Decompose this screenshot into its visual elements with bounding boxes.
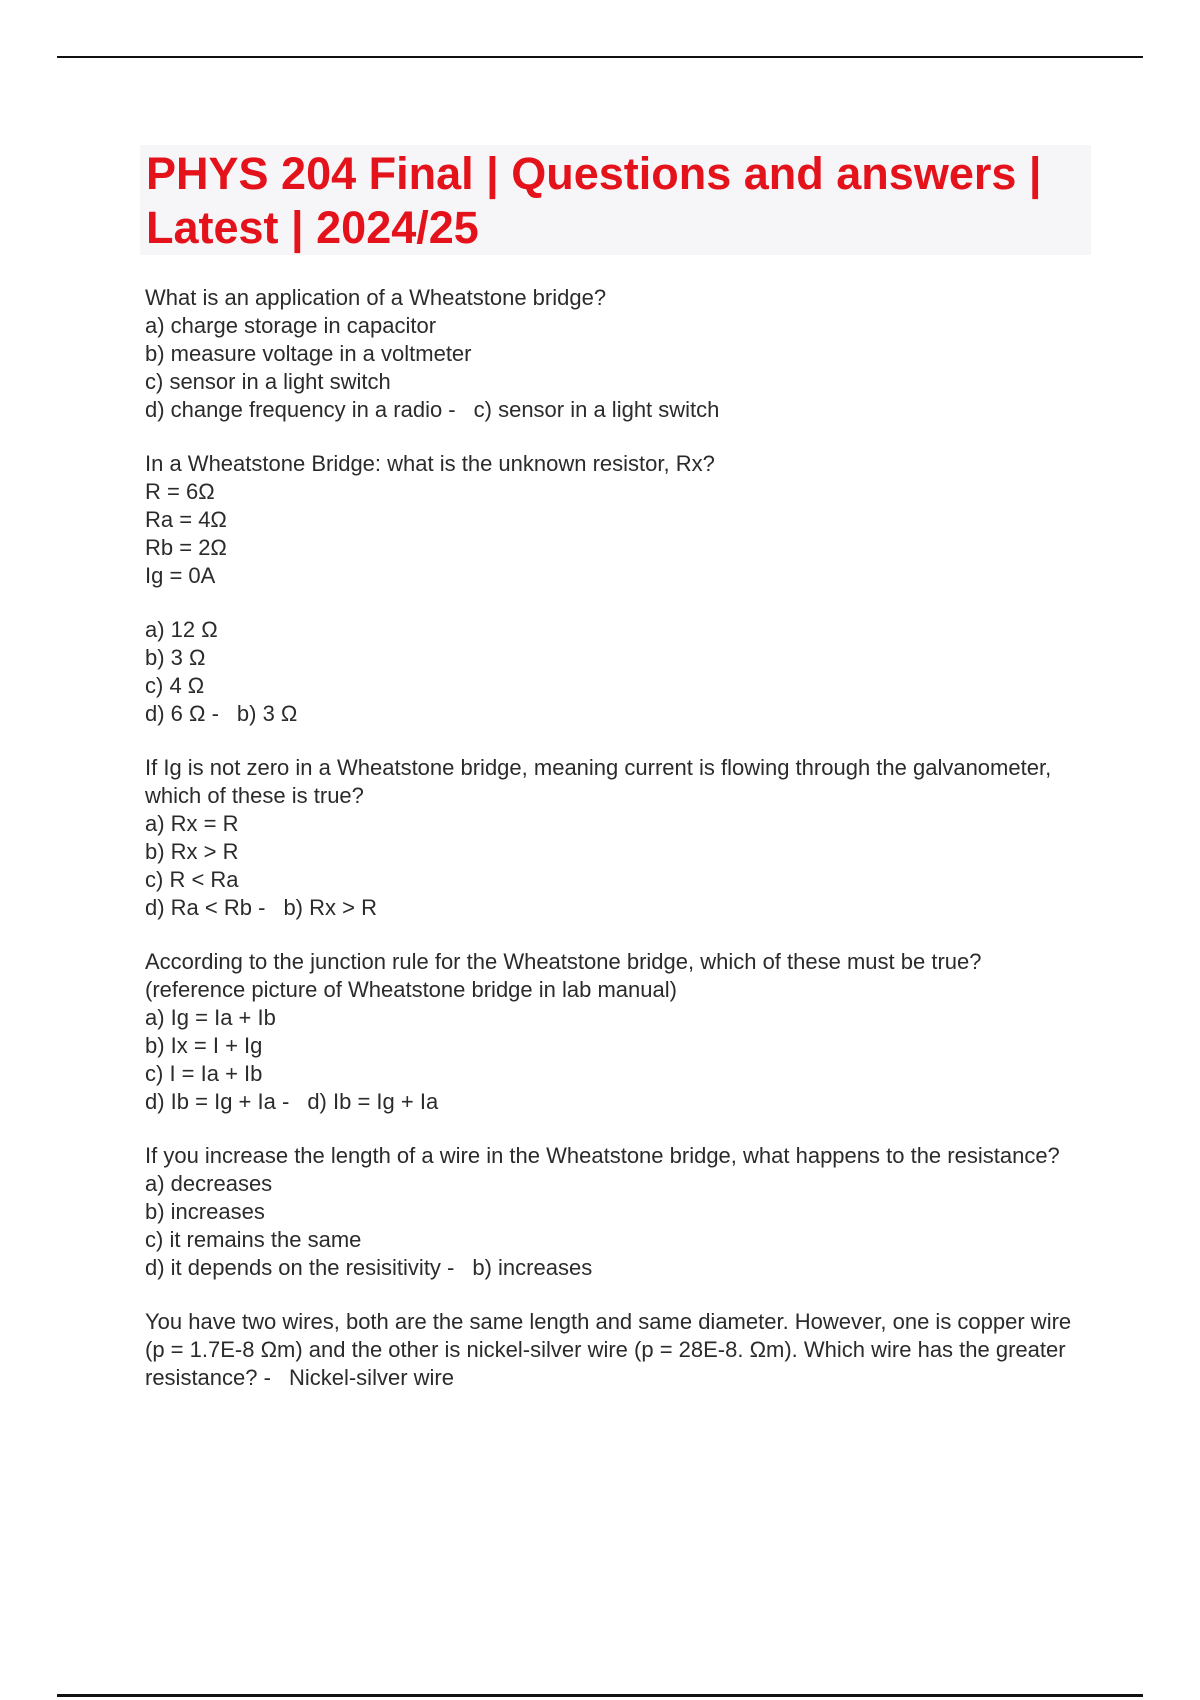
answer: d) Ib = Ig + Ia xyxy=(307,1089,439,1114)
option-d: d) Ra < Rb - xyxy=(145,895,266,920)
option-c: c) it remains the same xyxy=(145,1227,362,1252)
option-d: d) change frequency in a radio - xyxy=(145,397,456,422)
answer: b) 3 Ω xyxy=(236,701,298,726)
question-block xyxy=(145,1308,1080,1392)
option-b: b) 3 Ω xyxy=(145,645,206,670)
answer: b) increases xyxy=(472,1255,593,1280)
last-option-line xyxy=(145,894,1080,922)
bottom-rule xyxy=(57,1694,1143,1697)
qa-content xyxy=(145,284,1080,1418)
option-a: a) Rx = R xyxy=(145,811,239,836)
last-option-line xyxy=(145,1088,1080,1116)
option-b: b) increases xyxy=(145,1199,265,1224)
option-b: b) measure voltage in a voltmeter xyxy=(145,341,472,366)
question-stem: In a Wheatstone Bridge: what is the unknown resistor, Rx? xyxy=(145,451,715,476)
option-a: a) charge storage in capacitor xyxy=(145,313,437,338)
spacer xyxy=(145,590,1080,616)
last-option-line xyxy=(145,700,1080,728)
page-title: PHYS 204 Final | Questions and answers | Latest | 2024/25 xyxy=(146,148,1042,253)
option-c: c) R < Ra xyxy=(145,867,239,892)
last-option-line xyxy=(145,1254,1080,1282)
option-b: b) Rx > R xyxy=(145,839,239,864)
question-block xyxy=(145,754,1080,922)
option-b: b) Ix = I + Ig xyxy=(145,1033,263,1058)
question-block xyxy=(145,1142,1080,1282)
given-value: R = 6Ω xyxy=(145,479,215,504)
answer: Nickel-silver wire xyxy=(288,1365,454,1390)
option-c: c) sensor in a light switch xyxy=(145,369,391,394)
question-block xyxy=(145,284,1080,424)
question-block xyxy=(145,948,1080,1116)
top-rule xyxy=(57,56,1143,58)
given-value: Ra = 4Ω xyxy=(145,507,227,532)
option-a: a) decreases xyxy=(145,1171,273,1196)
last-option-line xyxy=(145,396,1080,424)
given-value: Rb = 2Ω xyxy=(145,535,227,560)
question-stem: If you increase the length of a wire in the Wheatstone bridge, what happens to the resistance? xyxy=(145,1143,1060,1168)
option-a: a) Ig = Ia + Ib xyxy=(145,1005,276,1030)
question-with-answer xyxy=(145,1308,1080,1392)
option-d: d) 6 Ω - xyxy=(145,701,219,726)
question-stem: What is an application of a Wheatstone bridge? xyxy=(145,285,607,310)
question-stem: If Ig is not zero in a Wheatstone bridge, meaning current is flowing through the galvanometer, which of these is true? xyxy=(145,755,1052,808)
question-block xyxy=(145,450,1080,728)
answer: c) sensor in a light switch xyxy=(473,397,720,422)
option-d: d) Ib = Ig + Ia - xyxy=(145,1089,290,1114)
option-a: a) 12 Ω xyxy=(145,617,218,642)
question-stem: You have two wires, both are the same length and same diameter. However, one is copper wire (p = 1.7E-8 Ωm) and the other is nickel-silver wire (p = 28E-8. Ωm). Which wire has the greater resistance? - xyxy=(145,1309,1072,1390)
option-c: c) 4 Ω xyxy=(145,673,205,698)
option-d: d) it depends on the resisitivity - xyxy=(145,1255,455,1280)
option-c: c) I = Ia + Ib xyxy=(145,1061,263,1086)
given-value: Ig = 0A xyxy=(145,563,216,588)
answer: b) Rx > R xyxy=(283,895,377,920)
question-stem: According to the junction rule for the Wheatstone bridge, which of these must be true? (reference picture of Wheatstone bridge in lab manual) xyxy=(145,949,982,1002)
